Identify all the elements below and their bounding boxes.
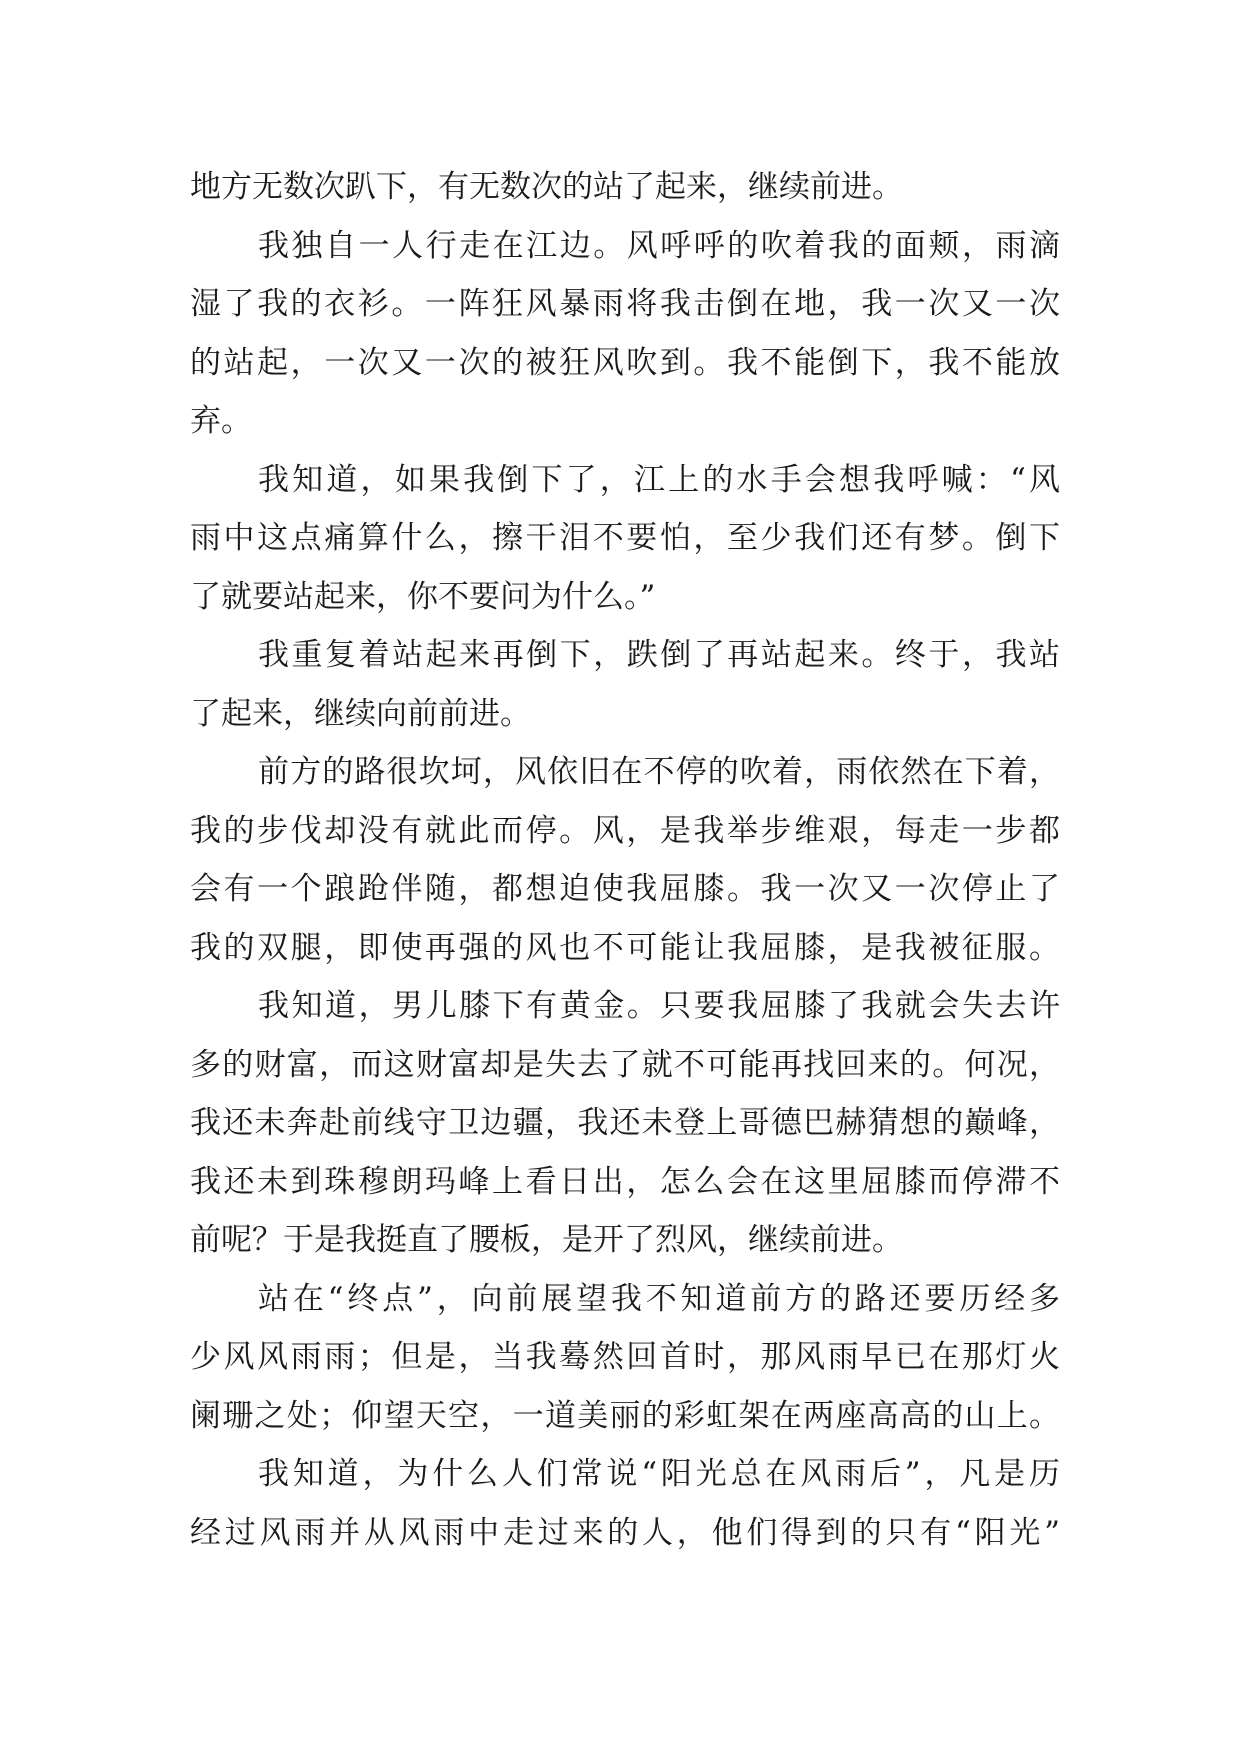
text-line: 前方的路很坎坷，风依旧在不停的吹着，雨依然在下着， [258, 754, 1060, 790]
text-line: 弃。 [190, 403, 252, 439]
text-line: 我还未奔赴前线守卫边疆，我还未登上哥德巴赫猜想的巅峰， [190, 1105, 1060, 1141]
text-line: 我重复着站起来再倒下，跌倒了再站起来。终于，我站 [258, 637, 1060, 673]
text-line: 我的双腿，即使再强的风也不可能让我屈膝，是我被征服。 [190, 930, 1060, 966]
text-line: 少风风雨雨；但是，当我蓦然回首时，那风雨早已在那灯火 [190, 1339, 1060, 1375]
text-line: 湿了我的衣衫。一阵狂风暴雨将我击倒在地，我一次又一次 [190, 286, 1060, 322]
text-line: 站在“终点”，向前展望我不知道前方的路还要历经多 [258, 1281, 1060, 1317]
text-line: 我知道，如果我倒下了，江上的水手会想我呼喊：“风 [258, 462, 1060, 498]
text-line: 地方无数次趴下，有无数次的站了起来，继续前进。 [190, 169, 903, 205]
text-line: 了起来，继续向前前进。 [190, 696, 531, 732]
text-line: 前呢？于是我挺直了腰板，是开了烈风，继续前进。 [190, 1222, 903, 1258]
text-line: 多的财富，而这财富却是失去了就不可能再找回来的。何况， [190, 1047, 1060, 1083]
text-line: 了就要站起来，你不要问为什么。” [190, 579, 656, 615]
text-line: 的站起，一次又一次的被狂风吹到。我不能倒下，我不能放 [190, 345, 1060, 381]
text-line: 会有一个踉跄伴随，都想迫使我屈膝。我一次又一次停止了 [190, 871, 1060, 907]
text-line: 我的步伐却没有就此而停。风，是我举步维艰，每走一步都 [190, 813, 1060, 849]
text-line: 我还未到珠穆朗玛峰上看日出，怎么会在这里屈膝而停滞不 [190, 1164, 1060, 1200]
text-line: 我独自一人行走在江边。风呼呼的吹着我的面颊，雨滴 [258, 228, 1060, 264]
text-line: 雨中这点痛算什么，擦干泪不要怕，至少我们还有梦。倒下 [190, 520, 1060, 556]
text-line: 阑珊之处；仰望天空，一道美丽的彩虹架在两座高高的山上。 [190, 1398, 1060, 1434]
text-line: 我知道，为什么人们常说“阳光总在风雨后”，凡是历 [258, 1456, 1060, 1492]
text-line: 经过风雨并从风雨中走过来的人，他们得到的只有“阳光” [190, 1515, 1060, 1551]
text-line: 我知道，男儿膝下有黄金。只要我屈膝了我就会失去许 [258, 988, 1060, 1024]
